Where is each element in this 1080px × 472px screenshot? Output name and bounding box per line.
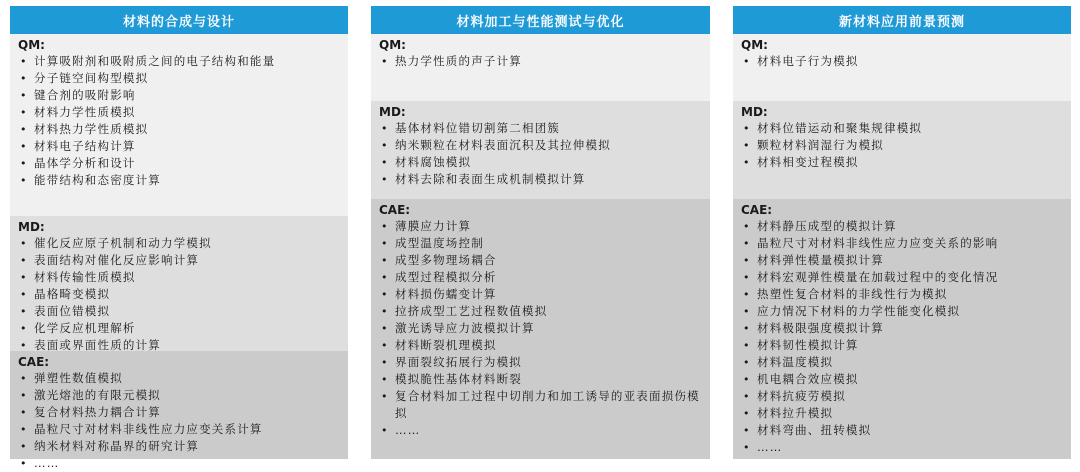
list-item: • 表面或界面性质的计算 — [18, 337, 340, 354]
list-item: • 晶粒尺寸对材料非线性应力应变关系计算 — [18, 421, 340, 438]
list-item: • 机电耦合效应模拟 — [741, 371, 1063, 388]
list-item: • 纳米材料对称晶界的研究计算 — [18, 438, 340, 455]
list-item: • 材料抗疲劳模拟 — [741, 388, 1063, 405]
list-item: • …… — [18, 455, 340, 472]
list-item: • 材料韧性模拟计算 — [741, 337, 1063, 354]
list-item: • 晶粒尺寸对材料非线性应力应变关系的影响 — [741, 235, 1063, 252]
list-item: • 材料断裂机理模拟 — [379, 337, 702, 354]
list-item: • 材料电子行为模拟 — [741, 53, 1063, 70]
item-list — [741, 53, 1063, 70]
column-synthesis-design — [10, 6, 348, 470]
list-item: • 复合材料热力耦合计算 — [18, 404, 340, 421]
list-item: • 热塑性复合材料的非线性行为模拟 — [741, 286, 1063, 303]
list-item: • 材料损伤蠕变计算 — [379, 286, 702, 303]
item-list — [18, 53, 340, 189]
column-processing-testing — [371, 6, 710, 459]
list-item: • 颗粒材料润湿行为模拟 — [741, 137, 1063, 154]
column-title: 材料的合成与设计 — [10, 6, 348, 34]
list-item: • 计算吸附剂和吸附质之间的电子结构和能量 — [18, 53, 340, 70]
list-item: • 材料温度模拟 — [741, 354, 1063, 371]
section-label: CAE: — [18, 355, 50, 369]
cae-section — [733, 199, 1071, 459]
cae-section — [10, 351, 348, 470]
item-list — [741, 120, 1063, 171]
item-list — [741, 218, 1063, 456]
list-item: • 催化反应原子机制和动力学模拟 — [18, 235, 340, 252]
list-item: • 纳米颗粒在材料表面沉积及其拉伸模拟 — [379, 137, 702, 154]
section-label: CAE: — [741, 203, 773, 217]
item-list — [18, 370, 340, 472]
list-item: • 键合剂的吸附影响 — [18, 87, 340, 104]
list-item: • 应力情况下材料的力学性能变化模拟 — [741, 303, 1063, 320]
list-item: • 化学反应机理解析 — [18, 320, 340, 337]
list-item: • 材料去除和表面生成机制模拟计算 — [379, 171, 702, 188]
list-item: • 材料传输性质模拟 — [18, 269, 340, 286]
list-item: • 材料极限强度模拟计算 — [741, 320, 1063, 337]
section-label: QM: — [379, 38, 406, 52]
item-list — [379, 218, 702, 439]
list-item: • 材料弯曲、扭转模拟 — [741, 422, 1063, 439]
md-section — [371, 101, 710, 199]
list-item: • 材料热力学性质模拟 — [18, 121, 340, 138]
list-item: • 材料宏观弹性模量在加载过程中的变化情况 — [741, 269, 1063, 286]
section-label: QM: — [18, 38, 45, 52]
list-item: • 热力学性质的声子计算 — [379, 53, 702, 70]
section-label: QM: — [741, 38, 768, 52]
list-item: • 表面位错模拟 — [18, 303, 340, 320]
list-item: • 界面裂纹拓展行为模拟 — [379, 354, 702, 371]
cae-section — [371, 199, 710, 459]
list-item: • 晶格畸变模拟 — [18, 286, 340, 303]
item-list — [379, 120, 702, 188]
column-application-prediction — [733, 6, 1071, 459]
section-label: CAE: — [379, 203, 411, 217]
item-list — [18, 235, 340, 354]
list-item: • 激光诱导应力波模拟计算 — [379, 320, 702, 337]
list-item: • 材料弹性模量模拟计算 — [741, 252, 1063, 269]
list-item: • …… — [379, 422, 702, 439]
list-item: • 分子链空间构型模拟 — [18, 70, 340, 87]
list-item: • 复合材料加工过程中切削力和加工诱导的亚表面损伤模拟 — [379, 388, 702, 422]
list-item: • 材料腐蚀模拟 — [379, 154, 702, 171]
qm-section — [371, 34, 710, 101]
section-label: MD: — [741, 105, 768, 119]
list-item: • …… — [741, 439, 1063, 456]
list-item: • 晶体学分析和设计 — [18, 155, 340, 172]
column-title: 新材料应用前景预测 — [733, 6, 1071, 34]
list-item: • 材料电子结构计算 — [18, 138, 340, 155]
section-label: MD: — [379, 105, 406, 119]
section-label: MD: — [18, 220, 45, 234]
list-item: • 材料力学性质模拟 — [18, 104, 340, 121]
list-item: • 薄膜应力计算 — [379, 218, 702, 235]
md-section — [733, 101, 1071, 199]
list-item: • 表面结构对催化反应影响计算 — [18, 252, 340, 269]
list-item: • 模拟脆性基体材料断裂 — [379, 371, 702, 388]
list-item: • 材料位错运动和聚集规律模拟 — [741, 120, 1063, 137]
md-section — [10, 216, 348, 351]
list-item: • 基体材料位错切割第二相团簇 — [379, 120, 702, 137]
list-item: • 激光熔池的有限元模拟 — [18, 387, 340, 404]
column-title: 材料加工与性能测试与优化 — [371, 6, 710, 34]
list-item: • 成型温度场控制 — [379, 235, 702, 252]
list-item: • 材料拉升模拟 — [741, 405, 1063, 422]
list-item: • 弹塑性数值模拟 — [18, 370, 340, 387]
list-item: • 成型多物理场耦合 — [379, 252, 702, 269]
item-list — [379, 53, 702, 70]
qm-section — [733, 34, 1071, 101]
list-item: • 材料静压成型的模拟计算 — [741, 218, 1063, 235]
qm-section — [10, 34, 348, 216]
list-item: • 成型过程模拟分析 — [379, 269, 702, 286]
list-item: • 拉挤成型工艺过程数值模拟 — [379, 303, 702, 320]
list-item: • 材料相变过程模拟 — [741, 154, 1063, 171]
list-item: • 能带结构和态密度计算 — [18, 172, 340, 189]
